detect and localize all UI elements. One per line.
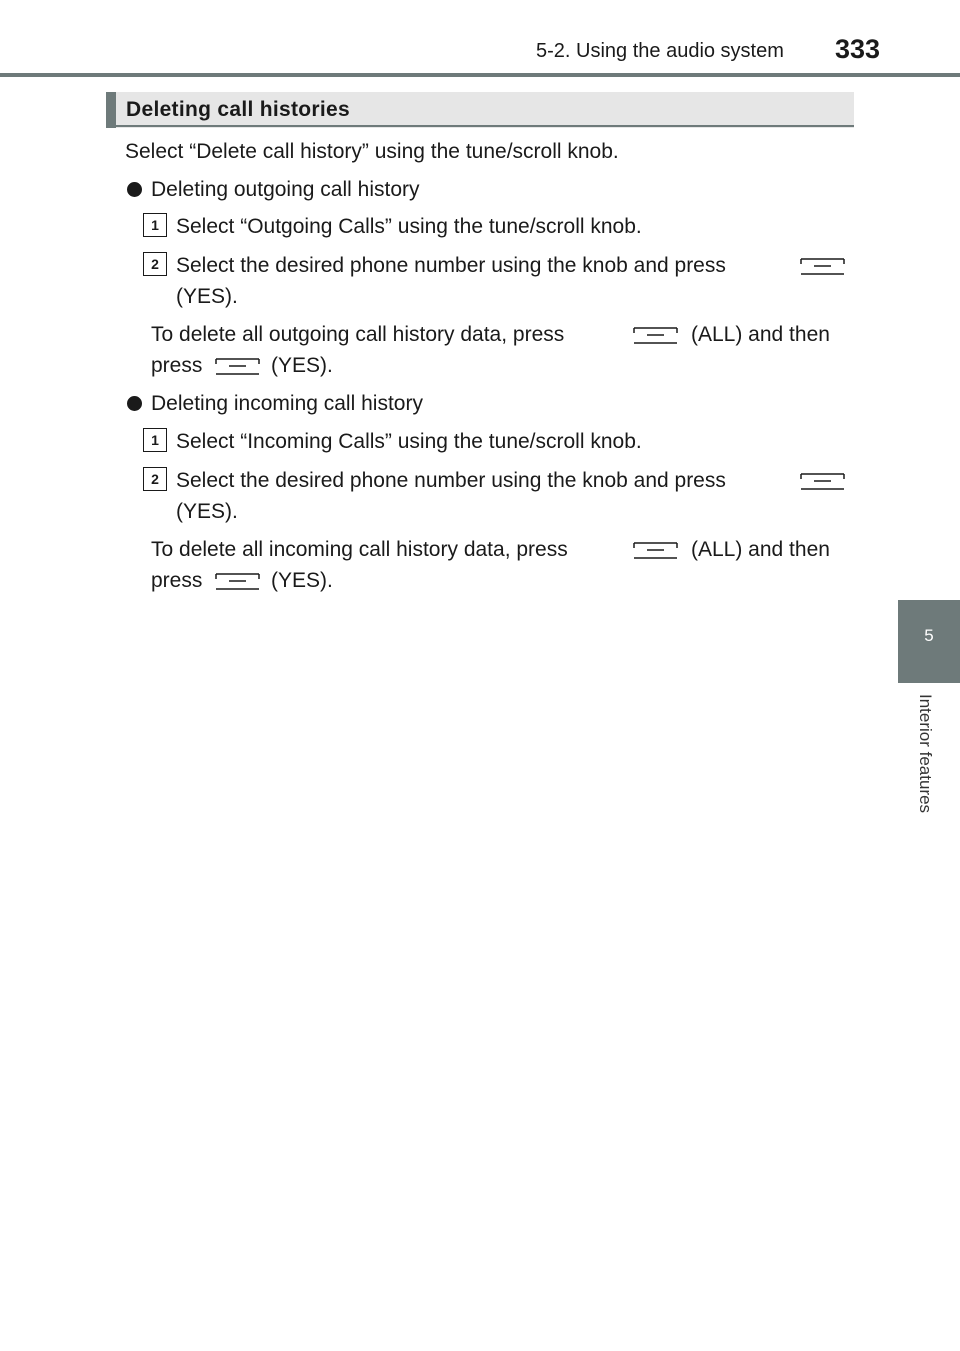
intro-text: Select “Delete call history” using the tune/scroll knob.: [125, 140, 619, 163]
chapter-label: Interior features: [916, 694, 935, 814]
bullet-icon: [127, 396, 142, 411]
bullet-icon: [127, 182, 142, 197]
header-section-title: 5-2. Using the audio system: [536, 40, 784, 62]
button-icon: [215, 358, 260, 375]
incoming-all-text-a: To delete all incoming call history data, press: [151, 538, 568, 561]
chapter-number: 5: [924, 626, 934, 645]
outgoing-all-text-a: To delete all outgoing call history data, press: [151, 323, 565, 346]
outgoing-all-text-d: (YES).: [271, 354, 333, 377]
button-icon: [633, 327, 678, 344]
step-number-2: 2: [143, 467, 167, 491]
step-number-1: 1: [143, 213, 167, 237]
header-divider: [0, 73, 960, 77]
step-number-2: 2: [143, 252, 167, 276]
button-icon: [633, 542, 678, 559]
page-header: [0, 0, 960, 78]
outgoing-step-1-text: Select “Outgoing Calls” using the tune/scroll knob.: [176, 215, 642, 238]
incoming-step-1-text: Select “Incoming Calls” using the tune/scroll knob.: [176, 430, 642, 453]
chapter-tab: [898, 600, 960, 683]
section-heading-bar: [106, 92, 116, 128]
incoming-all-text-d: (YES).: [271, 569, 333, 592]
incoming-step-2-cont: (YES).: [176, 500, 238, 523]
section-heading: [106, 92, 854, 128]
section-title: Deleting call histories: [126, 98, 350, 121]
outgoing-heading: Deleting outgoing call history: [151, 178, 420, 201]
incoming-all-text-c: press: [151, 569, 203, 592]
incoming-heading: Deleting incoming call history: [151, 392, 423, 415]
outgoing-all-text-b: (ALL) and then: [691, 323, 830, 346]
incoming-all-text-b: (ALL) and then: [691, 538, 830, 561]
outgoing-all-text-c: press: [151, 354, 203, 377]
outgoing-step-2-text: Select the desired phone number using the knob and press: [176, 254, 726, 277]
step-number-1: 1: [143, 428, 167, 452]
section-heading-rule: [116, 125, 854, 127]
page-number: 333: [835, 34, 881, 64]
button-icon: [215, 573, 260, 590]
incoming-step-2-text: Select the desired phone number using the knob and press: [176, 469, 726, 492]
button-icon: [800, 258, 845, 275]
outgoing-step-2-cont: (YES).: [176, 285, 238, 308]
button-icon: [800, 473, 845, 490]
